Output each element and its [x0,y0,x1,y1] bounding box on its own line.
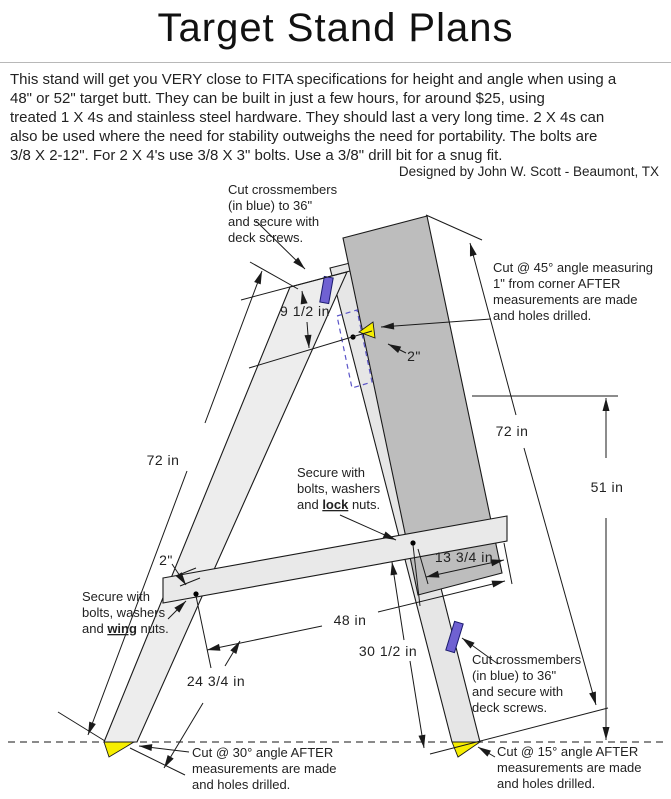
svg-text:and holes drilled.: and holes drilled. [192,777,291,792]
cut-corner-left-foot [104,742,134,757]
note-crossmembers-top [228,182,338,245]
page-title: Target Stand Plans [157,6,514,50]
svg-text:and holes drilled.: and holes drilled. [493,308,592,323]
svg-text:(in blue) to 36": (in blue) to 36" [228,198,313,213]
dim-tick [504,543,512,584]
svg-text:1" from corner AFTER: 1" from corner AFTER [493,276,621,291]
dim-ext [196,596,211,668]
svg-text:bolts, washers: bolts, washers [297,481,381,496]
svg-text:Secure with: Secure with [297,465,365,480]
svg-text:Cut crossmembers: Cut crossmembers [472,652,582,667]
byline: Designed by John W. Scott - Beaumont, TX [398,164,659,179]
intro-line: treated 1 X 4s and stainless steel hardware. They should last a very long time. 2 X 4s can [10,109,605,126]
svg-text:deck screws.: deck screws. [228,230,304,245]
svg-text:Secure with: Secure with [82,589,150,604]
svg-text:and wing nuts.: and wing nuts. [82,621,169,636]
intro-line: 3/8 X 2-12". For 2 X 4's use 3/8 X 3" bolts. Use a 3/8" drill bit for a snug fit. [10,147,503,164]
svg-text:(in blue) to 36": (in blue) to 36" [472,668,557,683]
intro-line: This stand will get you VERY close to FITA specifications for height and angle when using a [10,71,617,88]
leader-cut15 [478,747,495,757]
svg-text:Cut crossmembers: Cut crossmembers [228,182,338,197]
label-2in-top: 2" [407,348,421,364]
svg-text:measurements are made: measurements are made [493,292,638,307]
svg-text:and lock nuts.: and lock nuts. [297,497,381,512]
label-9half: 9 1/2 in [280,303,330,319]
svg-text:Cut @ 30° angle AFTER: Cut @ 30° angle AFTER [192,745,334,760]
svg-text:and holes drilled.: and holes drilled. [497,776,596,791]
label-2in-left: 2" [159,552,173,568]
label-51: 51 in [590,479,624,495]
dim-tick [58,712,105,741]
dim-tick [130,748,185,775]
leader-lock-nuts [340,515,396,540]
intro-line: also be used where the need for stability outweighs the need for portability. The bolts are [10,128,598,145]
note-cut-30 [192,745,337,792]
note-lock-nuts [297,465,381,512]
label-24three4: 24 3/4 in [186,673,246,689]
bolt-center [410,540,415,545]
svg-text:and secure with: and secure with [472,684,564,699]
leader-cut30 [139,746,189,752]
svg-text:bolts, washers: bolts, washers [82,605,166,620]
dim-48-a [207,626,322,650]
intro-line: 48" or 52" target butt. They can be built in just a few hours, for around $25, using [10,90,545,107]
svg-text:Cut @ 45° angle measuring: Cut @ 45° angle measuring [493,260,654,275]
label-72-right: 72 in [495,423,529,439]
note-cut-15 [497,744,642,791]
svg-text:deck screws.: deck screws. [472,700,548,715]
dim-30half-b [410,661,424,748]
svg-text:measurements are made: measurements are made [192,761,337,776]
note-cut-45 [493,260,653,323]
label-48: 48 in [333,612,367,628]
svg-text:measurements are made: measurements are made [497,760,642,775]
label-72-left: 72 in [146,452,180,468]
bolt-left [193,591,198,596]
label-13three4: 13 3/4 in [434,549,494,565]
note-wing-nuts [82,589,169,636]
label-30half: 30 1/2 in [358,643,418,659]
note-crossmembers-bottom [472,652,582,715]
dim-30half-a [392,562,404,640]
svg-text:Cut @ 15° angle AFTER: Cut @ 15° angle AFTER [497,744,639,759]
svg-text:and secure with: and secure with [228,214,320,229]
dim-tick [426,215,482,240]
